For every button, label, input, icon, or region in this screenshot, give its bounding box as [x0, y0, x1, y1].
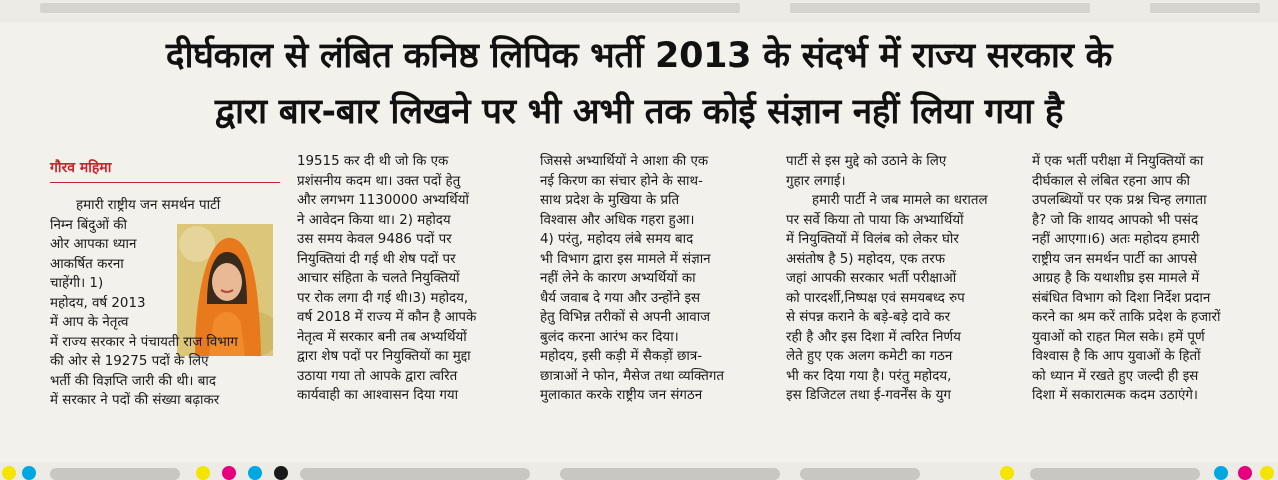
article-column-5	[1032, 152, 1260, 406]
text-line: पार्टी से इस मुद्दे को उठाने के लिए	[786, 154, 947, 169]
text-line: महोदय, इसी कड़ी में सैकड़ों छात्र-	[540, 349, 703, 364]
registration-dot-icon	[22, 466, 36, 480]
text-line: हेतु विभिन्न तरीकों से अपनी आवाज	[540, 310, 711, 325]
text-line: दीर्घकाल से लंबित रहना आप की	[1032, 173, 1191, 189]
text-line: भी विभाग द्वारा इस मामले में संज्ञान	[540, 251, 711, 267]
article-column-1	[50, 196, 278, 411]
text-line: उपलब्धियों पर एक प्रश्न चिन्ह लगाता	[1032, 193, 1207, 208]
text-line: उस समय केवल 9486 पदों पर	[297, 232, 452, 247]
text-line: है? जो कि शायद आपको भी पसंद	[1032, 212, 1199, 228]
text-line: मुलाकात करके राष्ट्रीय जन संगठन	[540, 388, 703, 403]
text-line: ओर आपका ध्यान	[50, 237, 137, 252]
registration-dot-icon	[2, 466, 16, 480]
text-line: गुहार लगाई।	[786, 173, 846, 189]
headline	[20, 28, 1258, 140]
text-line: कार्यवाही का आश्वासन दिया गया	[297, 388, 459, 403]
registration-dot-icon	[248, 466, 262, 480]
text-line: नई किरण का संचार होने के साथ-	[540, 173, 703, 189]
text-line: पर सर्वे किया तो पाया कि अभ्यार्थियों	[786, 212, 964, 228]
text-line: भर्ती की विज्ञप्ति जारी की थी। बाद	[50, 373, 216, 389]
registration-bar	[560, 468, 780, 480]
text-line: बुलंद करना आरंभ कर दिया।	[540, 329, 679, 345]
text-line: को ध्यान में रखते हुए जल्दी ही इस	[1032, 368, 1199, 384]
text-line: को पारदर्शी,निष्पक्ष एवं समयबध्द रुप	[786, 290, 965, 306]
text-line: में सरकार ने पदों की संख्या बढ़ाकर	[50, 393, 220, 408]
text-line: नियुक्तियां दी गई थी शेष पदों पर	[297, 251, 456, 267]
registration-dot-icon	[1238, 466, 1252, 480]
text-line: रही है और इस दिशा में त्वरित निर्णय	[786, 329, 961, 345]
text-line: राष्ट्रीय जन समर्थन पार्टी का आपसे	[1032, 251, 1198, 267]
text-line: ने आवेदन किया था। 2) महोदय	[297, 212, 451, 228]
text-line: असंतोष है 5) महोदय, एक तरफ	[786, 251, 946, 267]
text-line: विश्वास है कि आप युवाओं के हितों	[1032, 349, 1201, 364]
article-column-2	[297, 152, 525, 406]
article-column-4	[786, 152, 1014, 406]
text-line: आचार संहिता के चलते नियुक्तियों	[297, 271, 460, 286]
text-line: उठाया गया तो आपके द्वारा त्वरित	[297, 368, 458, 384]
registration-dot-icon	[1000, 466, 1014, 480]
text-line: लेते हुए एक अलग कमेटी का गठन	[786, 349, 953, 364]
text-line: विश्वास और अधिक गहरा हुआ।	[540, 212, 695, 228]
text-line: नेतृत्व में सरकार बनी तब अभ्यर्थियों	[297, 329, 467, 345]
registration-bar	[50, 468, 180, 480]
registration-dot-icon	[222, 466, 236, 480]
text-line: साथ प्रदेश के मुखिया के प्रति	[540, 193, 680, 208]
text-line: हमारी पार्टी ने जब मामले का धरातल	[812, 193, 988, 208]
cut-text-strip	[790, 3, 1090, 13]
text-line: करने का श्रम करें ताकि प्रदेश के हजारों	[1032, 310, 1221, 325]
text-line: नहीं लेने के कारण अभ्यर्थियों का	[540, 271, 696, 286]
text-line: वर्ष 2018 में राज्य में कौन है आपके	[297, 310, 477, 325]
text-line: और लगभग 1130000 अभ्यर्थियों	[297, 193, 469, 208]
text-line: हमारी राष्ट्रीय जन समर्थन पार्टी	[76, 198, 221, 213]
registration-bar	[1030, 468, 1200, 480]
registration-dot-icon	[1260, 466, 1274, 480]
cut-text-strip	[1150, 3, 1260, 13]
text-line: भी कर दिया गया है। परंतु महोदय,	[786, 368, 952, 384]
text-line: छात्राओं ने फोन, मैसेज तथा व्यक्तिगत	[540, 368, 725, 384]
text-line: धैर्य जवाब दे गया और उन्होंने इस	[540, 290, 701, 306]
text-line: पर रोक लगा दी गई थी।3) महोदय,	[297, 290, 469, 306]
text-line: जिससे अभ्यार्थियों ने आशा की एक	[540, 154, 709, 169]
headline-line-1: दीर्घकाल से लंबित कनिष्ठ लिपिक भर्ती 2013 के संदर्भ में राज्य सरकार के	[165, 36, 1113, 76]
text-line: 4) परंतु, महोदय लंबे समय बाद	[540, 232, 694, 247]
text-line: में राज्य सरकार ने पंचायती राज विभाग	[50, 334, 238, 350]
text-line: से संपन्न कराने के बड़े-बड़े दावे कर	[786, 310, 951, 325]
text-line: की ओर से 19275 पदों के लिए	[50, 354, 209, 369]
text-line: महोदय, वर्ष 2013	[50, 295, 146, 311]
registration-dot-icon	[274, 466, 288, 480]
text-line: आग्रह है कि यथाशीघ्र इस मामले में	[1032, 271, 1200, 286]
text-line: प्रशंसनीय कदम था। उक्त पदों हेतु	[297, 173, 461, 189]
text-line: द्वारा शेष पदों पर नियुक्तियों का मुद्दा	[297, 349, 471, 364]
registration-bar	[800, 468, 920, 480]
text-line: 19515 कर दी थी जो कि एक	[297, 154, 449, 169]
text-line: संबंधित विभाग को दिशा निर्देश प्रदान	[1032, 290, 1211, 306]
byline-rule	[50, 182, 280, 183]
text-line: चाहेंगी। 1)	[50, 276, 104, 291]
text-line: जहां आपकी सरकार भर्ती परीक्षाओं	[786, 271, 957, 286]
article-column-3	[540, 152, 768, 406]
registration-dot-icon	[196, 466, 210, 480]
top-strip	[0, 0, 1278, 22]
text-line: दिशा में सकारात्मक कदम उठाएंगे।	[1032, 388, 1198, 403]
text-line: में एक भर्ती परीक्षा में नियुक्तियों का	[1032, 154, 1204, 169]
byline: गौरव महिमा	[50, 160, 112, 176]
text-line: नहीं आएगा।6) अतः महोदय हमारी	[1032, 232, 1200, 247]
text-line: में नियुक्तियों में विलंब को लेकर घोर	[786, 232, 959, 247]
text-line: इस डिजिटल तथा ई-गवर्नेंस के युग	[786, 388, 951, 403]
registration-bar	[300, 468, 530, 480]
headline-line-2: द्वारा बार-बार लिखने पर भी अभी तक कोई संज्ञान नहीं लिया गया है	[214, 92, 1064, 132]
text-line: निम्न बिंदुओं की	[50, 217, 128, 233]
text-line: आकर्षित करना	[50, 256, 124, 272]
cut-text-strip	[40, 3, 740, 13]
text-line: में आप के नेतृत्व	[50, 315, 129, 330]
registration-dot-icon	[1214, 466, 1228, 480]
text-line: युवाओं को राहत मिल सके। हमें पूर्ण	[1032, 329, 1205, 345]
